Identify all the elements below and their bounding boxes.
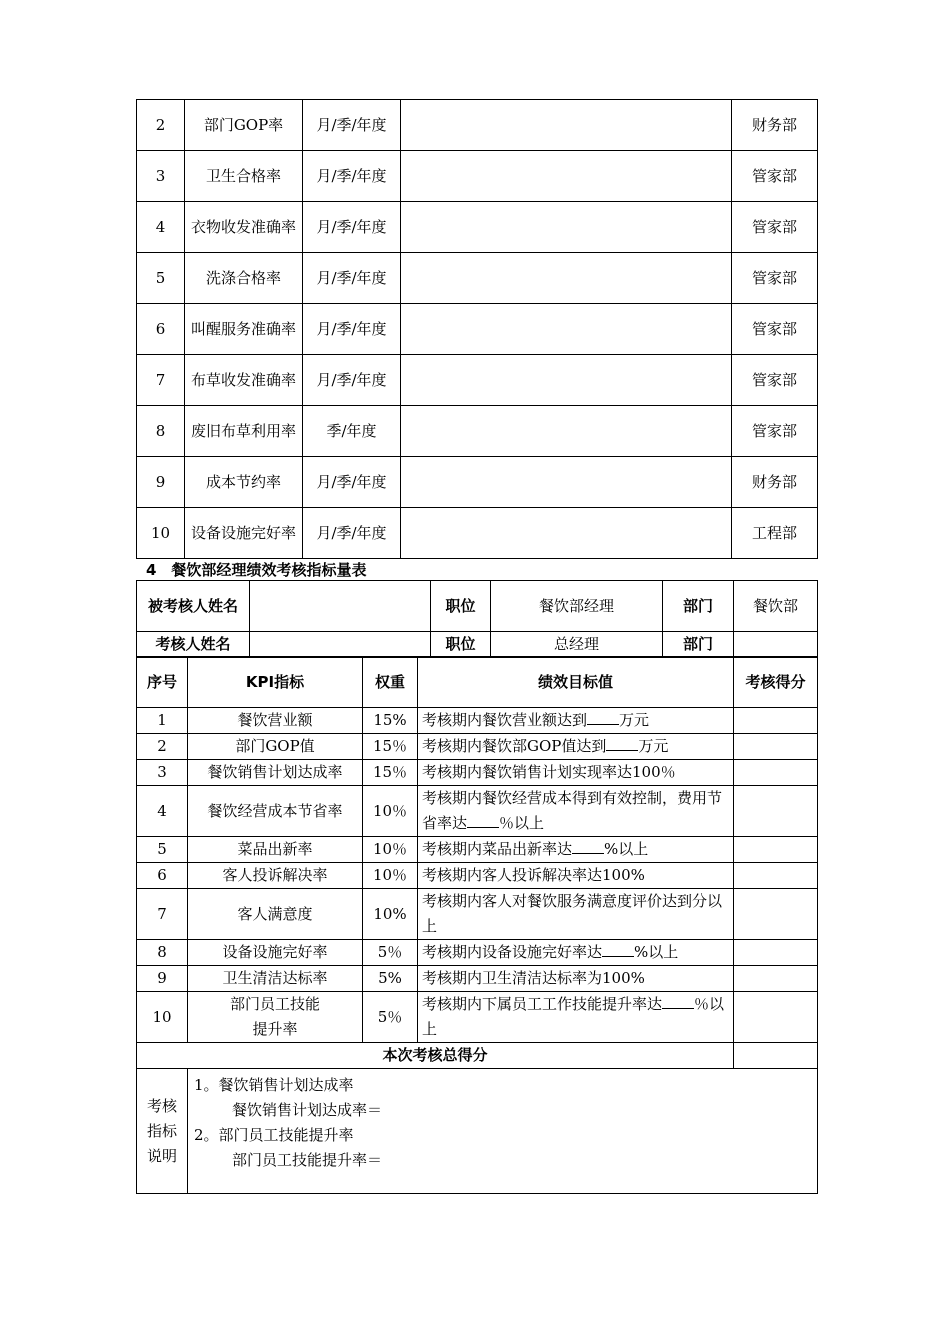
table-row (137, 406, 818, 457)
table-row (137, 786, 818, 837)
source-department: 财务部 (732, 457, 818, 508)
target-text: 考核期内菜品出新率达 (422, 840, 573, 858)
kpi-name: 客人投诉解决率 (188, 863, 363, 889)
target-unit: ％以上 (422, 995, 725, 1038)
kpi-name: 餐饮营业额 (188, 708, 363, 734)
target-unit: %以上 (634, 943, 679, 961)
table-row (137, 253, 818, 304)
source-department: 管家部 (732, 253, 818, 304)
kpi-name: 废旧布草利用率 (185, 406, 303, 457)
table-row (137, 100, 818, 151)
table-row (137, 940, 818, 966)
table-row (137, 992, 818, 1043)
target-text: 考核期内客人投诉解决率达100% (422, 866, 645, 884)
table-row (137, 304, 818, 355)
blank-field[interactable] (602, 941, 634, 957)
kpi-weight: 5％ (363, 940, 418, 966)
row-number: 8 (137, 406, 185, 457)
assessment-period: 月/季/年度 (303, 202, 401, 253)
target-field[interactable] (401, 151, 732, 202)
table-row (137, 837, 818, 863)
section-heading: 4 餐饮部经理绩效考核指标量表 (146, 561, 367, 579)
table-row (137, 457, 818, 508)
kpi-weight: 5％ (363, 992, 418, 1043)
kpi-weight: 15% (363, 708, 418, 734)
assessment-period: 季/年度 (303, 406, 401, 457)
row-number: 9 (137, 457, 185, 508)
kpi-weight: 5% (363, 966, 418, 992)
kpi-name: 洗涤合格率 (185, 253, 303, 304)
kpi-name: 部门员工技能提升率 (188, 992, 363, 1043)
row-number: 3 (137, 151, 185, 202)
row-number: 6 (137, 304, 185, 355)
row-number: 2 (137, 734, 188, 760)
notes-label: 考核指标说明 (137, 1069, 188, 1194)
kpi-name: 设备设施完好率 (188, 940, 363, 966)
target-value (418, 734, 734, 760)
row-number: 5 (137, 837, 188, 863)
source-department: 管家部 (732, 151, 818, 202)
score-field[interactable] (734, 708, 818, 734)
assessment-period: 月/季/年度 (303, 151, 401, 202)
target-field[interactable] (401, 406, 732, 457)
score-field[interactable] (734, 734, 818, 760)
header-kpi: KPI指标 (188, 657, 363, 708)
source-department: 管家部 (732, 202, 818, 253)
target-value (418, 837, 734, 863)
kpi-name: 衣物收发准确率 (185, 202, 303, 253)
blank-field[interactable] (587, 709, 619, 725)
target-value (418, 889, 734, 940)
kpi-name: 部门GOP率 (185, 100, 303, 151)
blank-field[interactable] (662, 993, 694, 1009)
score-field[interactable] (734, 966, 818, 992)
table-row (137, 863, 818, 889)
kpi-weight: 15％ (363, 734, 418, 760)
table-row (137, 734, 818, 760)
kpi-weight: 15％ (363, 760, 418, 786)
assessment-period: 月/季/年度 (303, 355, 401, 406)
row-number: 10 (137, 992, 188, 1043)
note-line: 部门员工技能提升率＝ (232, 1151, 383, 1169)
row-number: 10 (137, 508, 185, 559)
assessment-period: 月/季/年度 (303, 508, 401, 559)
target-value (418, 708, 734, 734)
assessment-period: 月/季/年度 (303, 100, 401, 151)
assessment-period: 月/季/年度 (303, 457, 401, 508)
total-score-label: 本次考核总得分 (137, 1043, 734, 1069)
header-no: 序号 (137, 657, 188, 708)
target-text: 考核期内卫生清洁达标率为100% (422, 969, 645, 987)
row-number: 4 (137, 202, 185, 253)
target-value (418, 863, 734, 889)
kpi-name: 成本节约率 (185, 457, 303, 508)
target-value (418, 966, 734, 992)
score-field[interactable] (734, 786, 818, 837)
position-label: 职位 (431, 581, 491, 632)
score-field[interactable] (734, 992, 818, 1043)
header-weight: 权重 (363, 657, 418, 708)
header-target: 绩效目标值 (418, 657, 734, 708)
row-number: 5 (137, 253, 185, 304)
blank-field[interactable] (606, 735, 638, 751)
target-text: 考核期内餐饮经营成本得到有效控制，费用节省率达 (422, 789, 723, 832)
score-field[interactable] (734, 889, 818, 940)
target-field[interactable] (401, 355, 732, 406)
target-value (418, 760, 734, 786)
row-number: 7 (137, 355, 185, 406)
kpi-weight: 10％ (363, 786, 418, 837)
target-field[interactable] (401, 304, 732, 355)
note-line: 餐饮销售计划达成率＝ (232, 1101, 383, 1119)
row-number: 7 (137, 889, 188, 940)
score-field[interactable] (734, 940, 818, 966)
header-score: 考核得分 (734, 657, 818, 708)
row-number: 3 (137, 760, 188, 786)
target-unit: 万元 (638, 737, 669, 755)
table-row (137, 151, 818, 202)
target-value (418, 992, 734, 1043)
kpi-name: 菜品出新率 (188, 837, 363, 863)
target-value (418, 940, 734, 966)
notes-body (188, 1069, 818, 1194)
examinee-header-table (136, 580, 818, 658)
note-line: 1。餐饮销售计划达成率 (194, 1076, 354, 1094)
target-value (418, 786, 734, 837)
assessment-period: 月/季/年度 (303, 304, 401, 355)
target-text: 考核期内餐饮部GOP值达到 (422, 737, 607, 755)
kpi-name: 布草收发准确率 (185, 355, 303, 406)
department-label: 部门 (663, 581, 734, 632)
table-row (137, 202, 818, 253)
table-row (137, 966, 818, 992)
department-kpi-table-top (136, 99, 818, 559)
assessment-period: 月/季/年度 (303, 253, 401, 304)
table-row (137, 355, 818, 406)
target-field[interactable] (401, 253, 732, 304)
table-row (137, 508, 818, 559)
row-number: 1 (137, 708, 188, 734)
kpi-weight: 10% (363, 889, 418, 940)
blank-field[interactable] (572, 838, 604, 854)
source-department: 管家部 (732, 304, 818, 355)
source-department: 财务部 (732, 100, 818, 151)
total-score-field[interactable] (734, 1043, 818, 1069)
kpi-name: 叫醒服务准确率 (185, 304, 303, 355)
source-department: 管家部 (732, 355, 818, 406)
table-row (137, 760, 818, 786)
kpi-name: 卫生清洁达标率 (188, 966, 363, 992)
row-number: 4 (137, 786, 188, 837)
examiner-department[interactable] (734, 632, 818, 658)
target-text: 考核期内餐饮销售计划实现率达100％ (422, 763, 676, 781)
target-text: 考核期内设备设施完好率达 (422, 943, 603, 961)
score-field[interactable] (734, 760, 818, 786)
kpi-name: 设备设施完好率 (185, 508, 303, 559)
kpi-name: 餐饮经营成本节省率 (188, 786, 363, 837)
examiner-name-field[interactable] (250, 632, 431, 658)
target-field[interactable] (401, 457, 732, 508)
examinee-name-field[interactable] (250, 581, 431, 632)
examinee-position: 餐饮部经理 (491, 581, 663, 632)
kpi-table (136, 656, 818, 1194)
source-department: 工程部 (732, 508, 818, 559)
blank-field[interactable] (467, 812, 499, 828)
department-label-2: 部门 (663, 632, 734, 658)
kpi-name: 部门GOP值 (188, 734, 363, 760)
source-department: 管家部 (732, 406, 818, 457)
table-row (137, 889, 818, 940)
position-label-2: 职位 (431, 632, 491, 658)
examinee-department: 餐饮部 (734, 581, 818, 632)
row-number: 9 (137, 966, 188, 992)
examiner-position: 总经理 (491, 632, 663, 658)
target-text: 考核期内餐饮营业额达到 (422, 711, 588, 729)
score-field[interactable] (734, 863, 818, 889)
kpi-name: 客人满意度 (188, 889, 363, 940)
target-unit: 万元 (619, 711, 650, 729)
target-field[interactable] (401, 202, 732, 253)
kpi-name: 卫生合格率 (185, 151, 303, 202)
examinee-name-label: 被考核人姓名 (137, 581, 250, 632)
row-number: 6 (137, 863, 188, 889)
note-line: 2。部门员工技能提升率 (194, 1126, 354, 1144)
row-number: 2 (137, 100, 185, 151)
target-unit: %以上 (604, 840, 649, 858)
target-unit: ％以上 (499, 814, 545, 832)
target-text: 考核期内客人对餐饮服务满意度评价达到分以上 (422, 892, 723, 935)
target-field[interactable] (401, 100, 732, 151)
score-field[interactable] (734, 837, 818, 863)
row-number: 8 (137, 940, 188, 966)
kpi-name: 餐饮销售计划达成率 (188, 760, 363, 786)
target-text: 考核期内下属员工工作技能提升率达 (422, 995, 663, 1013)
table-row (137, 708, 818, 734)
kpi-weight: 10％ (363, 863, 418, 889)
kpi-weight: 10％ (363, 837, 418, 863)
examiner-name-label: 考核人姓名 (137, 632, 250, 658)
target-field[interactable] (401, 508, 732, 559)
